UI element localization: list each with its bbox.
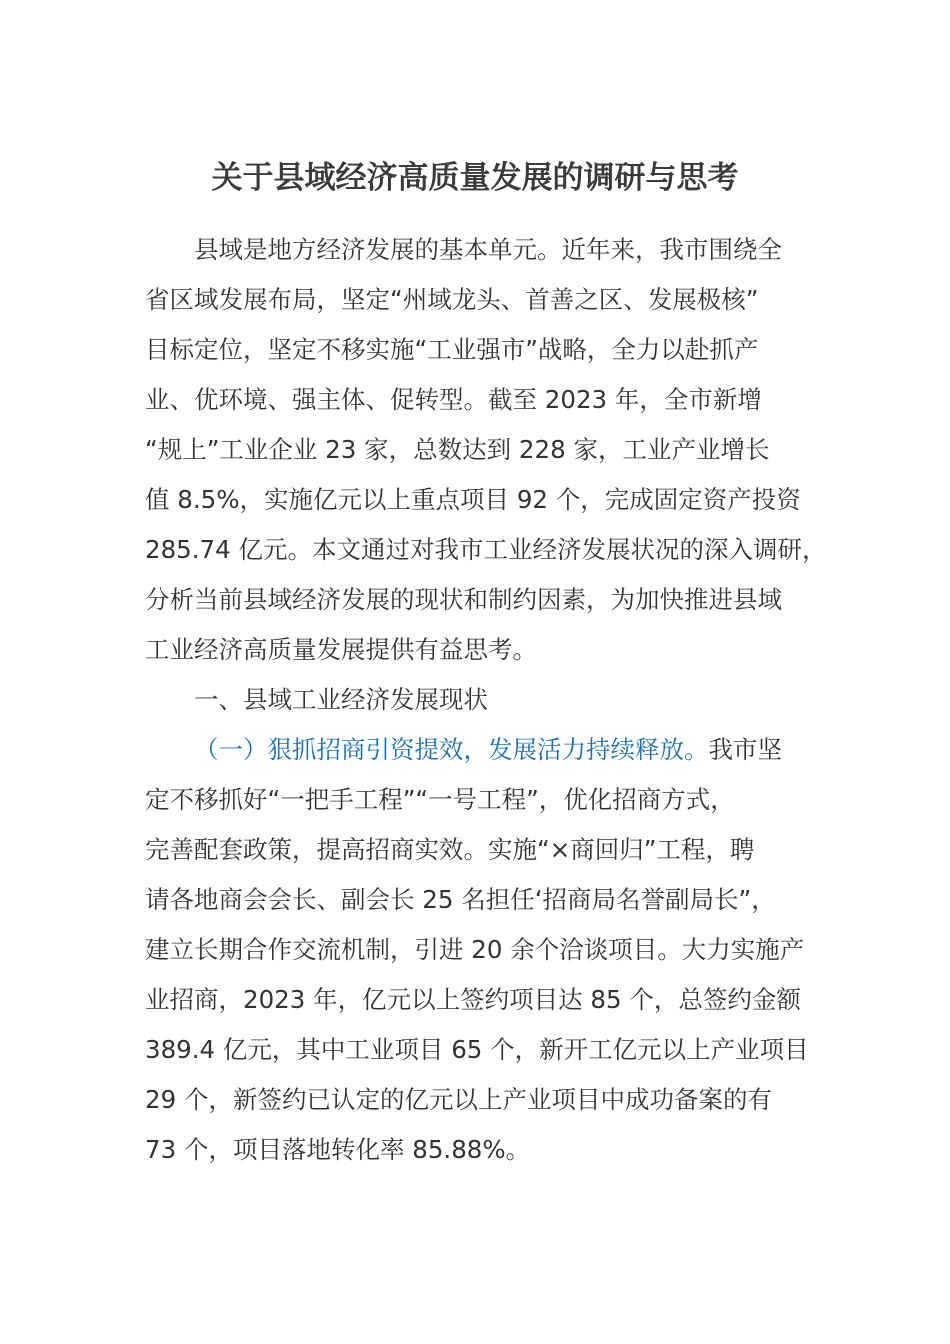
document-title: 关于县域经济高质量发展的调研与思考 bbox=[211, 160, 739, 196]
intro-line-7: 285.74 亿元。本文通过对我市工业经济发展状况的深入调研， bbox=[145, 535, 827, 564]
subsection-line-6: 业招商，2023 年，亿元以上签约项目达 85 个，总签约金额 bbox=[145, 985, 801, 1014]
subsection-line-4: 请各地商会会长、副会长 25 名担任‘招商局名誉副局长”， bbox=[145, 885, 776, 914]
subsection-line-8: 29 个，新签约已认定的亿元以上产业项目中成功备案的有 bbox=[145, 1085, 772, 1114]
intro-line-2: 省区域发展布局，坚定“州域龙头、首善之区、发展极核” bbox=[145, 285, 759, 314]
intro-line-9: 工业经济高质量发展提供有益思考。 bbox=[145, 635, 537, 664]
subsection-first-tail: 我市坚 bbox=[708, 735, 782, 764]
intro-line-6: 值 8.5%，实施亿元以上重点项目 92 个，完成固定资产投资 bbox=[145, 485, 801, 514]
subsection-heading: （一）狠抓招商引资提效，发展活力持续释放。 bbox=[194, 735, 709, 764]
subsection-line-3: 完善配套政策，提高招商实效。实施“×商回归”工程，聘 bbox=[145, 835, 755, 864]
intro-line-5: “规上”工业企业 23 家，总数达到 228 家，工业产业增长 bbox=[145, 435, 770, 464]
subsection-line-9: 73 个，项目落地转化率 85.88%。 bbox=[145, 1135, 531, 1164]
intro-line-4: 业、优环境、强主体、促转型。截至 2023 年，全市新增 bbox=[145, 385, 762, 414]
intro-line-3: 目标定位，坚定不移实施“工业强市”战略，全力以赴抓产 bbox=[145, 335, 759, 364]
intro-line-8: 分析当前县域经济发展的现状和制约因素，为加快推进县域 bbox=[145, 585, 782, 614]
subsection-line-7: 389.4 亿元，其中工业项目 65 个，新开工亿元以上产业项目 bbox=[145, 1035, 809, 1064]
subsection-first-line bbox=[194, 725, 782, 775]
subsection-line-2: 定不移抓好“一把手工程”“一号工程”，优化招商方式， bbox=[145, 785, 735, 814]
subsection-line-5: 建立长期合作交流机制，引进 20 余个洽谈项目。大力实施产 bbox=[145, 935, 805, 964]
section-heading: 一、县域工业经济发展现状 bbox=[194, 685, 488, 714]
intro-line-1: 县域是地方经济发展的基本单元。近年来，我市围绕全 bbox=[194, 235, 782, 264]
